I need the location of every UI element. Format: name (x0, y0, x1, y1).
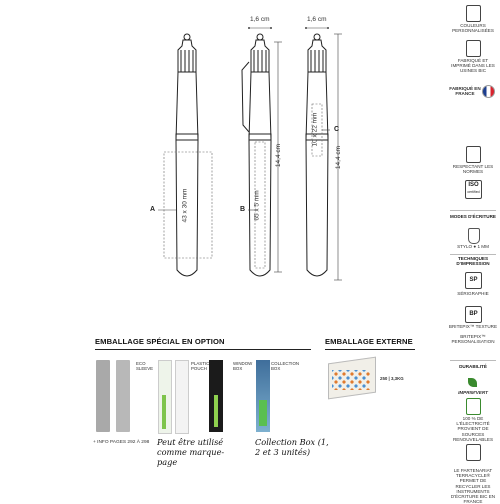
label-a: A (150, 206, 156, 213)
pen-front-view (176, 34, 198, 276)
feature-sidebar (446, 0, 500, 504)
palette-icon (466, 5, 481, 22)
iso-icon (465, 180, 482, 199)
pen-side-view (242, 34, 271, 276)
window-box-label: WINDOW BOX (233, 361, 253, 371)
bookmark-note: Peut être utilisé comme marque-page (157, 437, 225, 467)
divider-2 (450, 254, 496, 255)
special-title-rule (95, 349, 311, 350)
width-label-side: 1,6 cm (250, 16, 270, 23)
label-c: C (334, 126, 340, 133)
bp-icon: BP (465, 306, 482, 323)
special-packaging-title: EMBALLAGE SPÉCIAL EN OPTION (95, 337, 225, 346)
print-size-c: 10 x 22 mm (311, 112, 319, 147)
info-pages: + INFO PAGES 292 À 298 (93, 440, 150, 445)
label-b: B (240, 206, 246, 213)
external-title-rule (325, 349, 415, 350)
colors-text: COULEURS PERSONNALISÉES (452, 23, 494, 34)
divider-3 (450, 360, 496, 361)
length-label-right: 14,4 cm (335, 145, 343, 170)
iso-certified-text: certified (467, 190, 480, 194)
writing-header: MODES D'ÉCRITURE (449, 214, 496, 219)
sp-icon: SP (465, 272, 482, 289)
france-flag-icon (482, 85, 495, 98)
stylo-text: STYLO ● 1 MM (457, 244, 489, 249)
factory-text: FABRIQUÉ ET IMPRIMÉ DANS LES USINES BIC (451, 58, 495, 74)
bp-text-1: BRITEPIX™ TEXTURE (448, 324, 498, 329)
norms-text: RESPECTANT LES NORMES (452, 164, 494, 175)
external-qty: 250 | 3,3KG (380, 376, 404, 381)
france-text: FABRIQUÉ EN FRANCE (449, 86, 481, 97)
divider-1 (450, 210, 496, 211)
collection-box-pens (259, 400, 267, 426)
sp-text: SÉRIGRAPHIE (457, 291, 489, 296)
factory-icon (466, 40, 481, 57)
print-size-a: 43 x 30 mm (181, 188, 189, 223)
durability-header: DURABILITÉ (459, 364, 487, 369)
eco-sleeve-image-1 (96, 360, 110, 432)
collection-box-label: COLLECTION BOX (271, 361, 300, 371)
plastic-pouch-label: PLASTIC POUCH (191, 361, 210, 371)
eco-sleeve-image-2 (116, 360, 130, 432)
iso-text: ISO (468, 182, 479, 188)
pen-back-view (306, 34, 328, 276)
recycle-icon (466, 444, 481, 461)
pen-tip-icon (468, 228, 480, 244)
external-packaging-title: EMBALLAGE EXTERNE (325, 337, 413, 346)
energy-icon (466, 398, 481, 415)
printing-header: TECHNIQUES D'IMPRESSION (456, 256, 490, 267)
print-size-b: 65 x 5 mm (253, 190, 261, 221)
bp-text-2: BRITEPIX™ PERSONALISATION (451, 334, 495, 345)
energy-text: 100 % DE L'ÉLECTRICITÉ PROVIENT DE SOURCES RENOUVELABLES (452, 416, 494, 442)
width-label-back: 1,6 cm (307, 16, 327, 23)
norms-icon (466, 146, 481, 163)
window-box-pen (214, 395, 218, 427)
eco-sleeve-label: ECO SLEEVE (136, 361, 154, 371)
pouch-pen-icon (162, 395, 166, 429)
leaf-icon (468, 378, 477, 387)
plastic-pouch-image-2 (175, 360, 189, 434)
length-label-mid: 14,4 cm (275, 143, 283, 168)
recycle-text: LE PARTENARIAT TERRACYCLE® PERMET DE RECYCLER LES INSTRUMENTS D'ÉCRITURE BIC EN FRANCE (450, 468, 496, 504)
imprim-vert-text: IMPRIM'VERT (458, 390, 488, 395)
collection-note: Collection Box (1, 2 et 3 unités) (255, 437, 329, 457)
external-box-dots (332, 370, 370, 390)
